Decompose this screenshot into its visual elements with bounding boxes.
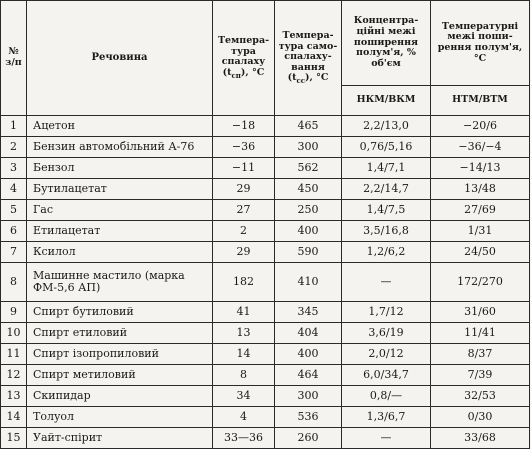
cell-conc-limits: 6,0/34,7 (342, 365, 431, 386)
cell-conc-limits: 1,3/6,7 (342, 407, 431, 428)
table-body (1, 116, 530, 449)
cell-autoignition: 400 (275, 344, 342, 365)
cell-temp-limits: −20/6 (431, 116, 530, 137)
table-row (1, 263, 530, 302)
cell-autoignition: 464 (275, 365, 342, 386)
cell-temp-limits: 1/31 (431, 221, 530, 242)
cell-conc-limits: 1,7/12 (342, 302, 431, 323)
cell-conc-limits: 2,0/12 (342, 344, 431, 365)
table-row (1, 344, 530, 365)
cell-temp-limits: 13/48 (431, 179, 530, 200)
cell-temp-limits: 8/37 (431, 344, 530, 365)
cell-autoignition: 260 (275, 428, 342, 449)
table-row (1, 158, 530, 179)
cell-temp-limits: 24/50 (431, 242, 530, 263)
cell-conc-limits: 3,6/19 (342, 323, 431, 344)
cell-flash-point: −36 (213, 137, 275, 158)
cell-autoignition: 410 (275, 263, 342, 302)
table-row (1, 302, 530, 323)
cell-conc-limits: 3,5/16,8 (342, 221, 431, 242)
cell-flash-point: 41 (213, 302, 275, 323)
cell-autoignition: 465 (275, 116, 342, 137)
cell-autoignition: 450 (275, 179, 342, 200)
cell-substance: Бензол (27, 158, 213, 179)
cell-temp-limits: 32/53 (431, 386, 530, 407)
cell-number: 12 (1, 365, 27, 386)
cell-flash-point: 33—36 (213, 428, 275, 449)
cell-number: 8 (1, 263, 27, 302)
cell-number: 5 (1, 200, 27, 221)
cell-conc-limits: 0,76/5,16 (342, 137, 431, 158)
cell-substance: Спирт бутиловий (27, 302, 213, 323)
header-temp-sub: НТМ/ВТМ (431, 86, 530, 116)
cell-conc-limits: 1,4/7,1 (342, 158, 431, 179)
cell-flash-point: 34 (213, 386, 275, 407)
header-flash-point (213, 1, 275, 116)
cell-conc-limits: — (342, 263, 431, 302)
cell-conc-limits: 1,4/7,5 (342, 200, 431, 221)
cell-conc-limits: — (342, 428, 431, 449)
cell-temp-limits: 31/60 (431, 302, 530, 323)
cell-substance: Бензин автомобільний А-76 (27, 137, 213, 158)
cell-conc-limits: 2,2/14,7 (342, 179, 431, 200)
cell-autoignition: 536 (275, 407, 342, 428)
cell-flash-point: 4 (213, 407, 275, 428)
cell-flash-point: 14 (213, 344, 275, 365)
header-flash-point-sub: сп (231, 70, 241, 80)
cell-substance: Толуол (27, 407, 213, 428)
cell-conc-limits: 1,2/6,2 (342, 242, 431, 263)
cell-substance: Етилацетат (27, 221, 213, 242)
header-autoignition-unit: ), °С (305, 72, 329, 84)
cell-number: 1 (1, 116, 27, 137)
table-row (1, 242, 530, 263)
cell-substance: Спирт ізопропиловий (27, 344, 213, 365)
table-row (1, 407, 530, 428)
cell-flash-point: 27 (213, 200, 275, 221)
cell-temp-limits: −36/−4 (431, 137, 530, 158)
table-row (1, 116, 530, 137)
table-row (1, 386, 530, 407)
cell-autoignition: 300 (275, 386, 342, 407)
cell-number: 13 (1, 386, 27, 407)
cell-substance: Спирт метиловий (27, 365, 213, 386)
cell-flash-point: −11 (213, 158, 275, 179)
cell-conc-limits: 2,2/13,0 (342, 116, 431, 137)
cell-temp-limits: 33/68 (431, 428, 530, 449)
cell-conc-limits: 0,8/— (342, 386, 431, 407)
table-row (1, 221, 530, 242)
cell-substance: Ацетон (27, 116, 213, 137)
header-number: № з/п (1, 1, 27, 116)
cell-number: 6 (1, 221, 27, 242)
table-row (1, 365, 530, 386)
header-conc-sub: НКМ/ВКМ (342, 86, 431, 116)
cell-flash-point: 8 (213, 365, 275, 386)
cell-temp-limits: 27/69 (431, 200, 530, 221)
header-flash-point-unit: ), °С (240, 67, 265, 79)
cell-temp-limits: 0/30 (431, 407, 530, 428)
cell-number: 2 (1, 137, 27, 158)
cell-number: 9 (1, 302, 27, 323)
cell-substance: Бутилацетат (27, 179, 213, 200)
cell-number: 15 (1, 428, 27, 449)
cell-substance: Скипидар (27, 386, 213, 407)
cell-autoignition: 300 (275, 137, 342, 158)
cell-number: 14 (1, 407, 27, 428)
cell-flash-point: 2 (213, 221, 275, 242)
cell-substance: Уайт-спірит (27, 428, 213, 449)
cell-flash-point: 13 (213, 323, 275, 344)
cell-autoignition: 345 (275, 302, 342, 323)
cell-temp-limits: 7/39 (431, 365, 530, 386)
cell-flash-point: 29 (213, 179, 275, 200)
cell-autoignition: 250 (275, 200, 342, 221)
header-conc-limits: Концентра-ційні межі поширення полум'я, % об'єм (342, 1, 431, 86)
cell-substance: Ксилол (27, 242, 213, 263)
header-autoignition-text: Темпера-тура само-спалаху-вання (t (278, 29, 338, 84)
cell-flash-point: 29 (213, 242, 275, 263)
cell-number: 7 (1, 242, 27, 263)
cell-number: 3 (1, 158, 27, 179)
cell-temp-limits: −14/13 (431, 158, 530, 179)
table-row (1, 137, 530, 158)
header-autoignition (275, 1, 342, 116)
table-row (1, 179, 530, 200)
cell-substance: Спирт етиловий (27, 323, 213, 344)
header-flash-point-text: Темпера-тура спалаху (t (217, 35, 270, 79)
cell-flash-point: −18 (213, 116, 275, 137)
cell-autoignition: 400 (275, 221, 342, 242)
cell-autoignition: 562 (275, 158, 342, 179)
cell-number: 4 (1, 179, 27, 200)
cell-temp-limits: 11/41 (431, 323, 530, 344)
cell-number: 10 (1, 323, 27, 344)
cell-autoignition: 404 (275, 323, 342, 344)
header-temp-limits: Температурні межі поши-рення полум'я, °С (431, 1, 530, 86)
table-row (1, 200, 530, 221)
cell-temp-limits: 172/270 (431, 263, 530, 302)
table-row (1, 323, 530, 344)
cell-flash-point: 182 (213, 263, 275, 302)
header-autoignition-sub: сс (296, 76, 305, 86)
cell-autoignition: 590 (275, 242, 342, 263)
cell-substance: Гас (27, 200, 213, 221)
cell-substance: Машинне мастило (марка ФМ-5,6 АП) (27, 263, 213, 302)
cell-number: 11 (1, 344, 27, 365)
header-substance: Речовина (27, 1, 213, 116)
